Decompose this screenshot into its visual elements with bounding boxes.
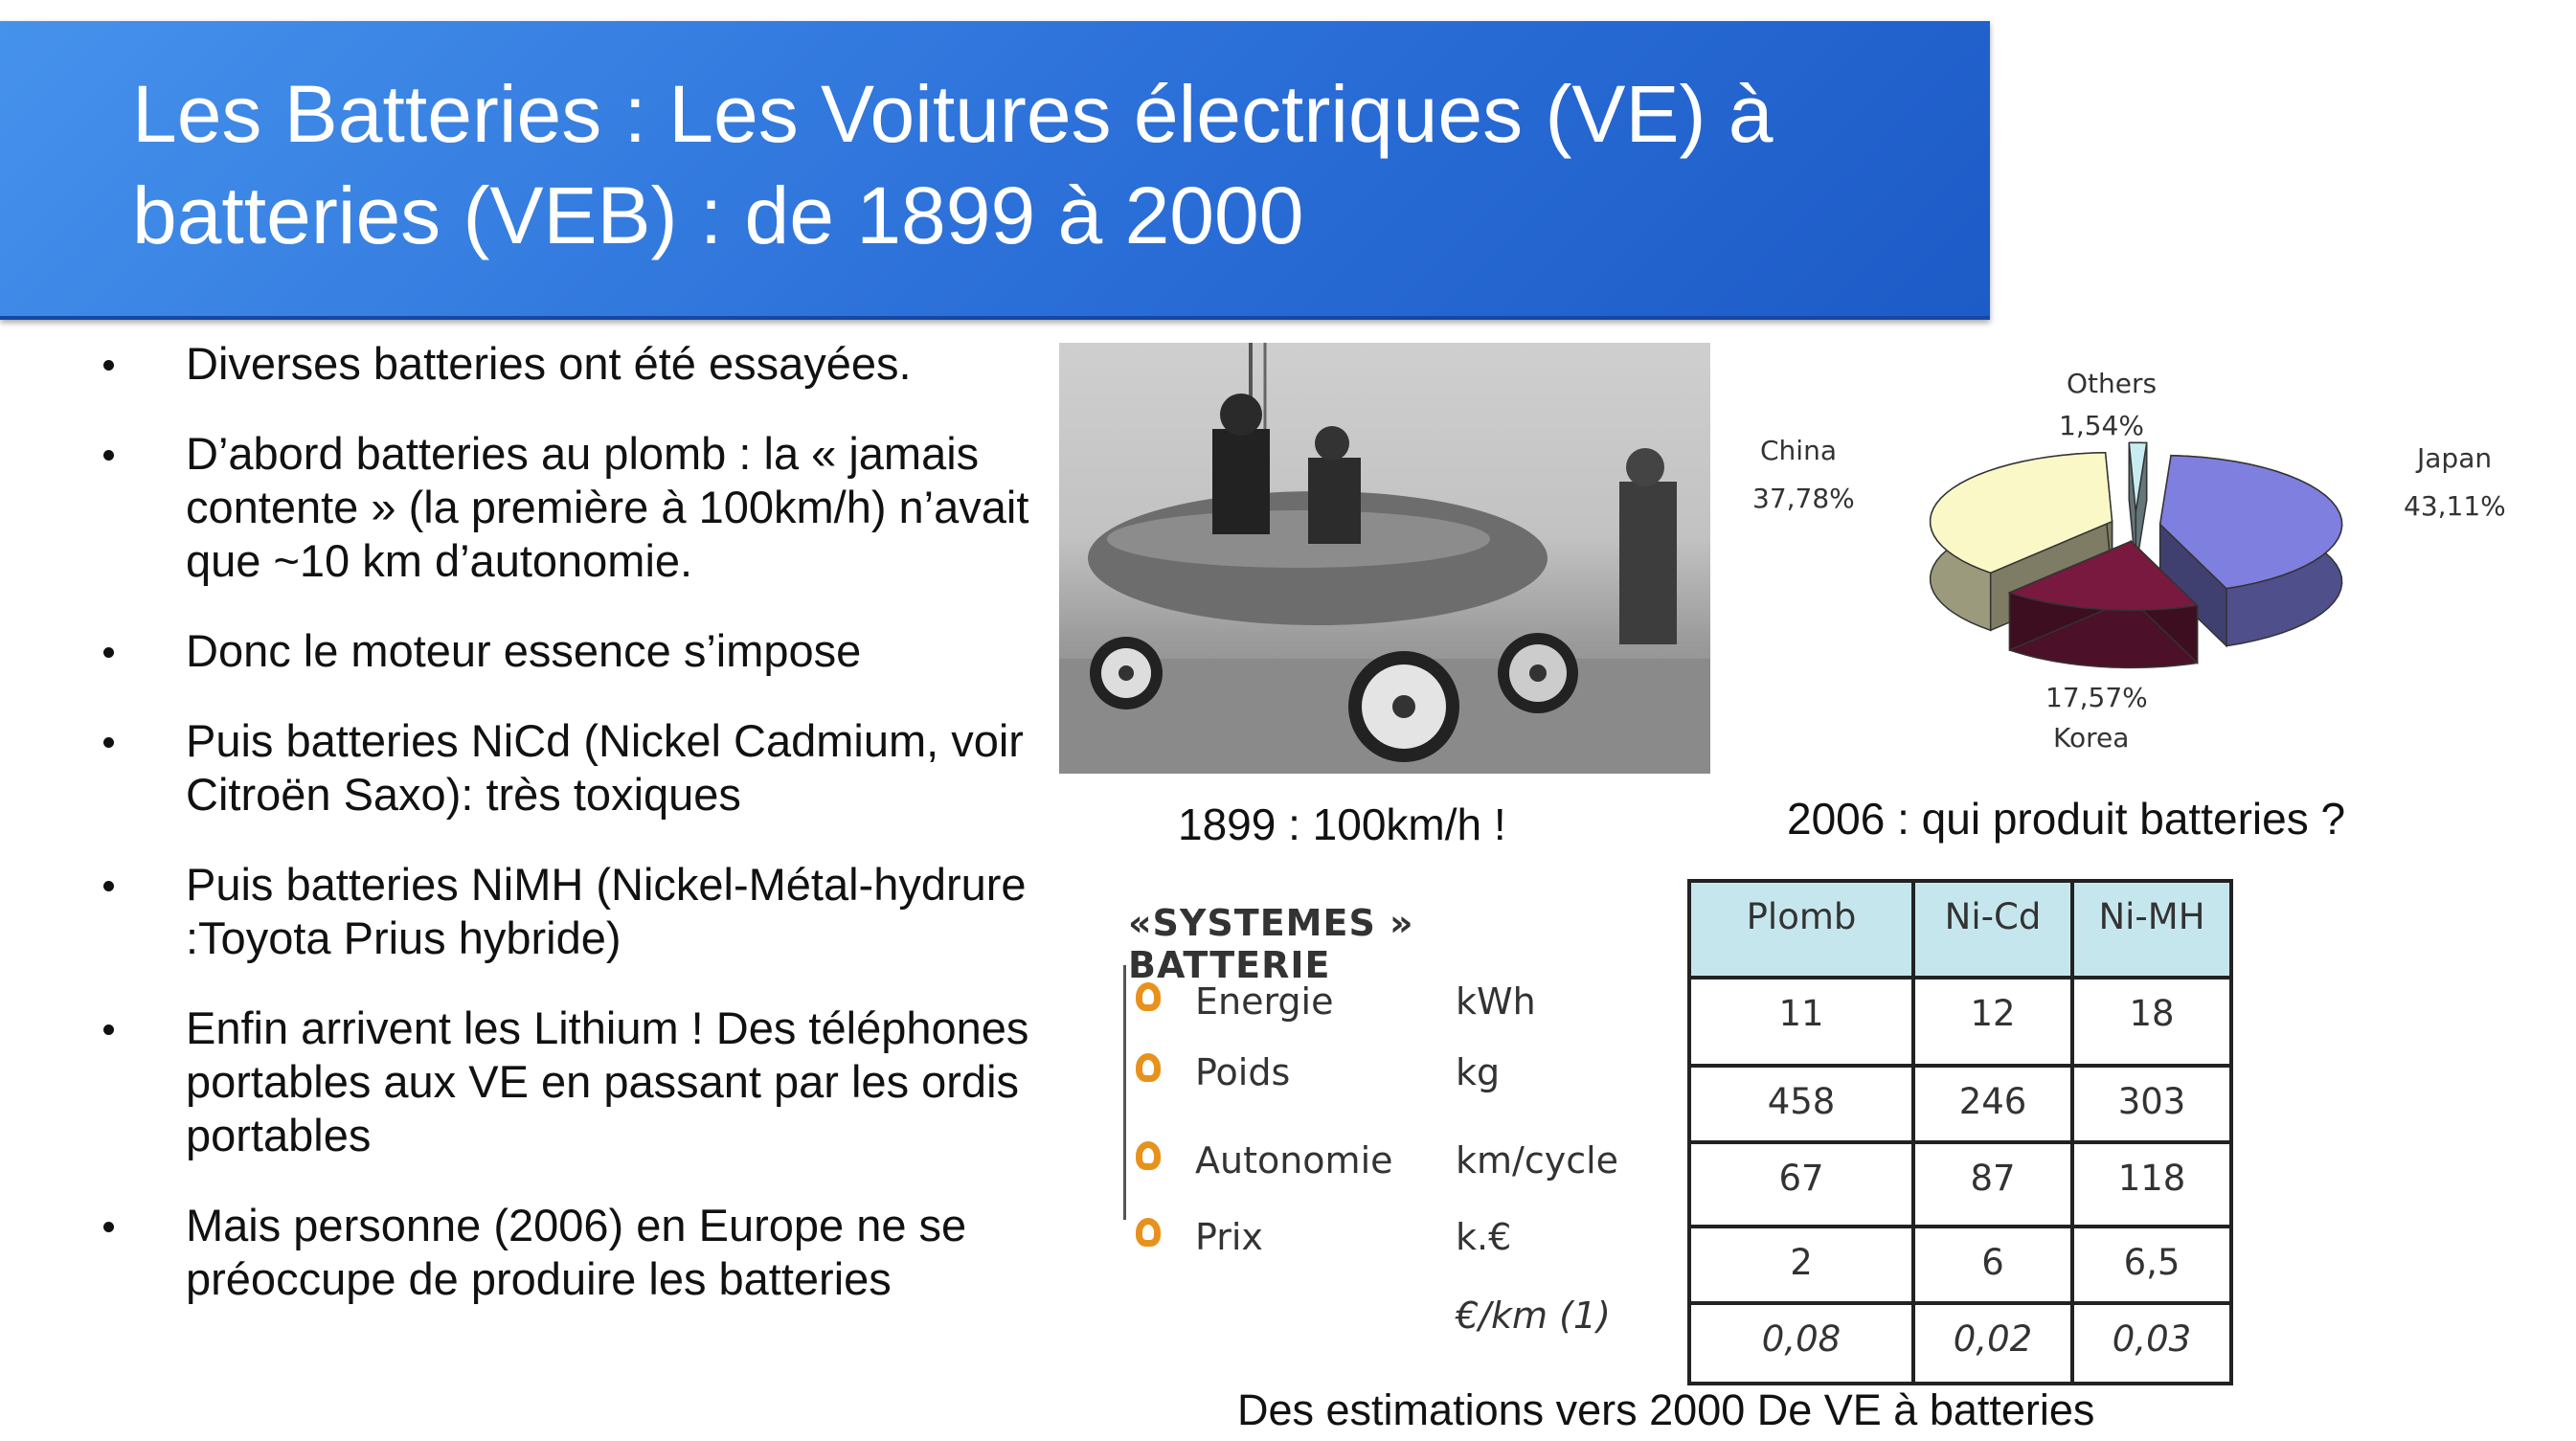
systemes-batterie-legend: «SYSTEMES » BATTERIE Energie kWh Poids kg Autonomie km/cycle Prix k.€ €/km (1) [1119,902,1616,1352]
battery-comparison-table [1687,879,2233,1385]
bullet-item: Puis batteries NiCd (Nickel Cadmium, voir Citroën Saxo): très toxiques [96,714,1063,822]
table-cell: 12 [1913,978,2072,1066]
data-label: 1,54% [2059,410,2144,441]
photo-caption: 1899 : 100km/h ! [1178,799,1506,849]
table-cell: 0,03 [2072,1303,2231,1384]
table-cell: 0,08 [1689,1303,1913,1384]
historic-car-photo [1059,343,1710,774]
table-cell: 11 [1689,978,1913,1066]
bullet-item: D’abord batteries au plomb : la « jamais contente » (la première à 100km/h) n’avait que ~10 km d’autonomie. [96,427,1063,588]
legend-divider [1123,965,1126,1220]
table-row [1689,1066,2231,1142]
table-cell: 0,02 [1913,1303,2072,1384]
data-label: 43,11% [2404,490,2506,522]
slide-title: Les Batteries : Les Voitures électriques (VE) à batteries (VEB) : de 1899 à 2000 [132,69,1774,260]
orange-bullet-icon [1136,1053,1161,1082]
bullet-dot-icon [103,1222,114,1232]
legend-label: China [1760,435,1837,466]
bullet-list [96,337,1063,1342]
column-header: Plomb [1689,881,1913,978]
bullet-item: Diverses batteries ont été essayées. [96,337,1063,391]
systemes-header: «SYSTEMES » BATTERIE [1128,902,1414,986]
bullet-dot-icon [103,881,114,891]
legend-label: Others [2067,368,2158,399]
table-row [1689,978,2231,1066]
orange-bullet-icon [1136,982,1161,1011]
bullet-item: Donc le moteur essence s’impose [96,624,1063,678]
table-cell: 303 [2072,1066,2231,1142]
electric-car-illustration [1059,343,1710,774]
bullet-dot-icon [103,450,114,461]
table-row [1689,1142,2231,1227]
data-label: 37,78% [1752,483,1855,514]
legend-label: Korea [2053,722,2130,754]
bullet-dot-icon [103,360,114,371]
orange-bullet-icon [1136,1141,1161,1170]
bullet-dot-icon [103,737,114,748]
pie-chart [1743,354,2528,776]
table-caption: Des estimations vers 2000 De VE à batteries [1237,1385,2095,1434]
table-cell: 87 [1913,1142,2072,1227]
table-cell: 246 [1913,1066,2072,1142]
bullet-dot-icon [103,647,114,658]
table-cell: 458 [1689,1066,1913,1142]
bullet-item: Mais personne (2006) en Europe ne se préoccupe de produire les batteries [96,1199,1063,1306]
data-label: 17,57% [2045,682,2148,713]
bullet-dot-icon [103,1024,114,1035]
table-cell: 6,5 [2072,1227,2231,1303]
pie-caption: 2006 : qui produit batteries ? [1787,794,2346,844]
legend-label: Japan [2417,442,2493,474]
table-row [1689,1227,2231,1303]
table-cell: 18 [2072,978,2231,1066]
orange-bullet-icon [1136,1218,1161,1247]
column-header: Ni-MH [2072,881,2231,978]
table-cell: 67 [1689,1142,1913,1227]
bullet-item: Puis batteries NiMH (Nickel-Métal-hydrure :Toyota Prius hybride) [96,858,1063,965]
bullet-item: Enfin arrivent les Lithium ! Des téléphones portables aux VE en passant par les ordis portables [96,1002,1063,1162]
table-row [1689,1303,2231,1384]
table-cell: 6 [1913,1227,2072,1303]
table-cell: 118 [2072,1142,2231,1227]
column-header: Ni-Cd [1913,881,2072,978]
table-header-row [1689,881,2231,978]
table-cell: 2 [1689,1227,1913,1303]
